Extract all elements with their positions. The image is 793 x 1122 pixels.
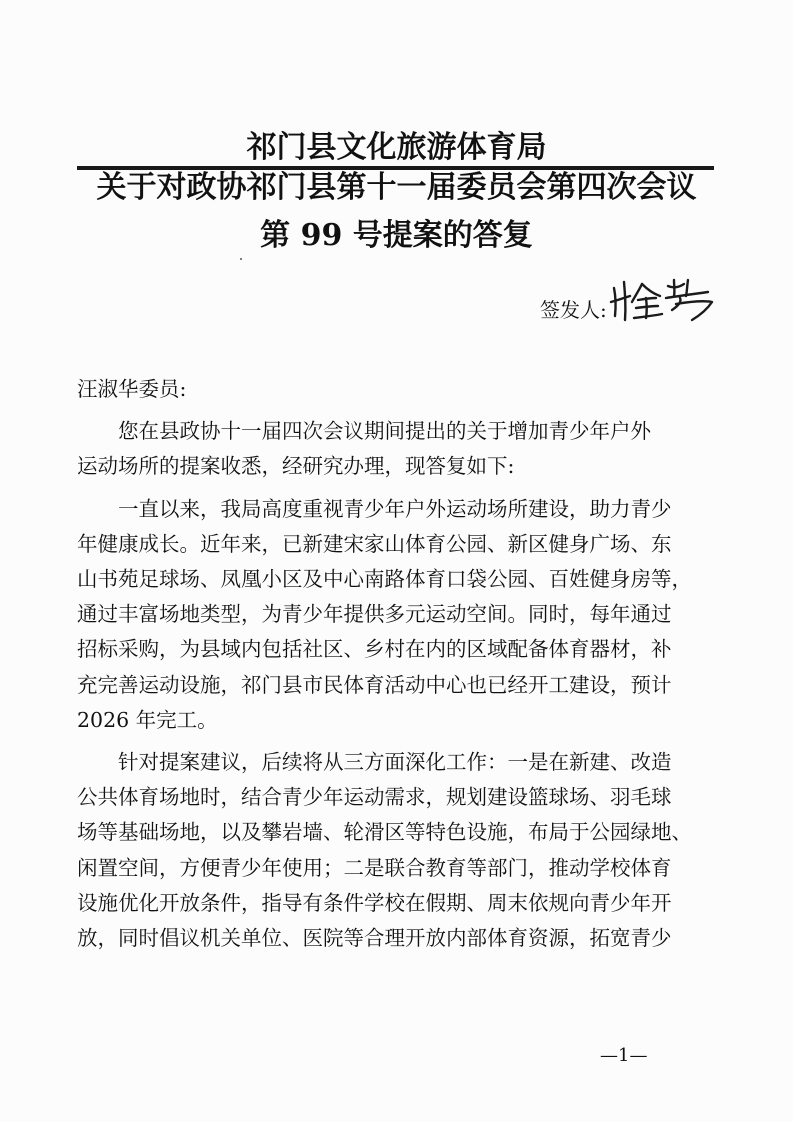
- signer-label: 签发人:: [540, 298, 607, 322]
- issuer-name: 祁门县文化旅游体育局: [246, 130, 547, 165]
- body-line: 2026 年完工。: [77, 707, 218, 732]
- title-line-2: 关于对政协祁门县第十一届委员会第四次会议: [96, 170, 697, 205]
- body-line: 针对提案建议，后续将从三方面深化工作：一是在新建、改造: [77, 750, 672, 775]
- title-line-3: 第 99 号提案的答复: [260, 218, 533, 253]
- body-line: 设施优化开放条件，指导有条件学校在假期、周末依规向青少年开: [77, 890, 672, 915]
- body-line: 放，同时倡议机关单位、医院等合理开放内部体育资源，拓宽青少: [77, 926, 672, 951]
- document-title: [0, 128, 793, 264]
- header-divider: [77, 166, 714, 170]
- reply-body: [77, 372, 717, 956]
- body-line: 一直以来，我局高度重视青少年户外运动场所建设，助力青少: [77, 496, 672, 521]
- body-line: 公共体育场地时，结合青少年运动需求，规划建设篮球场、羽毛球: [77, 785, 672, 810]
- body-line: 您在县政协十一届四次会议期间提出的关于增加青少年户外: [77, 419, 651, 444]
- body-line: 闲置空间，方便青少年使用；二是联合教育等部门，推动学校体育: [77, 855, 672, 880]
- body-line: 山书苑足球场、凤凰小区及中心南路体育口袋公园、百姓健身房等，: [77, 567, 692, 592]
- scan-speck: [240, 258, 242, 260]
- body-line: 充完善运动设施，祁门县市民体育活动中心也已经开工建设，预计: [77, 672, 672, 697]
- body-line: 年健康成长。近年来，已新建宋家山体育公园、新区健身广场、东: [77, 531, 672, 556]
- body-line: 招标采购，为县域内包括社区、乡村在内的区域配备体育器材，补: [77, 637, 672, 662]
- page-number: —1—: [600, 1045, 648, 1066]
- salutation: 汪淑华委员:: [77, 377, 187, 401]
- handwritten-signature: [608, 276, 720, 322]
- body-line: 通过丰富场地类型，为青少年提供多元运动空间。同时，每年通过: [77, 602, 672, 627]
- body-line: 场等基础场地，以及攀岩墙、轮滑区等特色设施，布局于公园绿地、: [77, 820, 692, 845]
- body-line: 运动场所的提案收悉，经研究办理，现答复如下:: [77, 454, 515, 479]
